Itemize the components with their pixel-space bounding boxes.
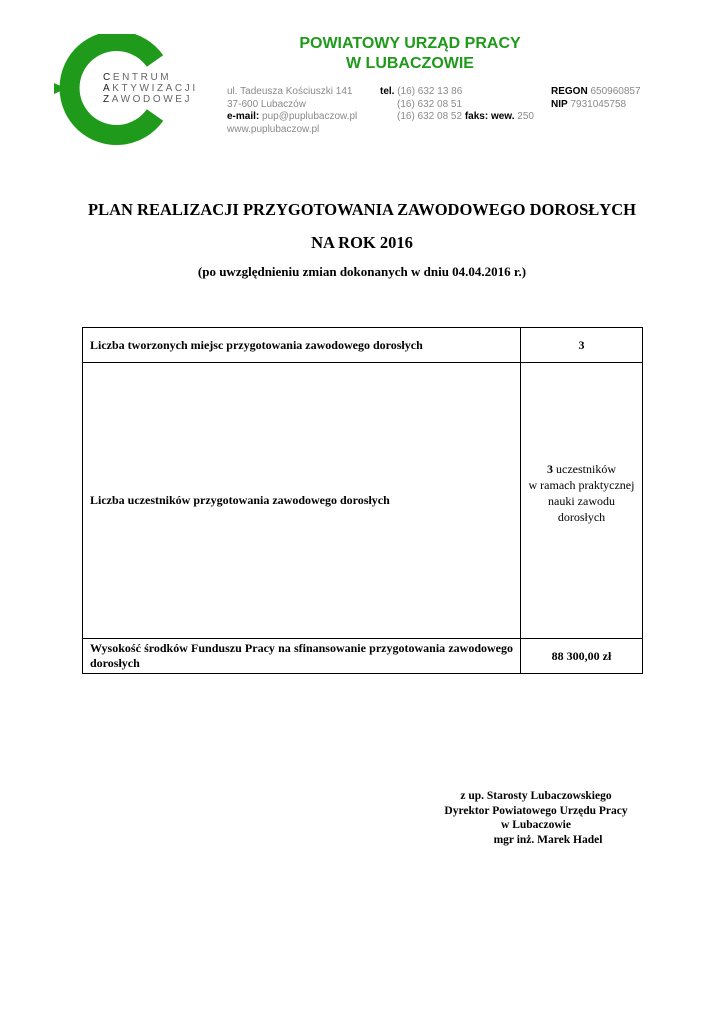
participants-value-line2: w ramach praktycznej	[528, 477, 635, 492]
table-row-participants	[83, 363, 643, 639]
nip-row	[551, 99, 641, 112]
organization-name	[260, 34, 560, 74]
phone-row-1	[380, 86, 534, 99]
regon-value: 650960857	[590, 86, 641, 97]
fax-ext: 250	[517, 111, 534, 123]
address-street: ul. Tadeusza Kościuszki 141	[227, 86, 353, 97]
signature-line3: w Lubaczowie	[501, 819, 571, 831]
participants-value-line1: 3 uczestników	[547, 461, 616, 476]
signature-line4: mgr inż. Marek Hadel	[493, 833, 603, 846]
logo-line-centrum: CENTRUM	[103, 72, 172, 83]
document-title-line1: PLAN REALIZACJI PRZYGOTOWANIA ZAWODOWEGO DOROSŁYCH	[88, 200, 636, 219]
table-row-places	[83, 328, 643, 363]
participants-value-line4: dorosłych	[557, 509, 606, 524]
ids-block	[551, 86, 641, 111]
regon-row	[551, 86, 641, 99]
tel-2: (16) 632 08 51	[397, 98, 463, 110]
tel-3: (16) 632 08 52	[397, 111, 463, 123]
plan-table	[82, 327, 643, 674]
places-label: Liczba tworzonych miejsc przygotowania zawodowego dorosłych	[83, 328, 521, 363]
centrum-aktywizacji-logo	[52, 34, 198, 146]
funds-label: Wysokość środków Funduszu Pracy na sfinansowanie przygotowania zawodowego dorosłych	[83, 639, 521, 674]
address-block	[227, 86, 357, 136]
participants-label: Liczba uczestników przygotowania zawodowego dorosłych	[83, 363, 521, 639]
fax-label: faks: wew.	[464, 111, 515, 123]
email-link[interactable]: pup@puplubaczow.pl	[262, 111, 358, 123]
participants-count: 3	[547, 461, 553, 476]
signature-line2: Dyrektor Powiatowego Urzędu Pracy	[444, 804, 628, 817]
phone-row-3	[380, 111, 534, 124]
funds-value: 88 300,00 zł	[521, 639, 643, 674]
participants-value-line3: nauki zawodu	[548, 493, 615, 508]
places-value: 3	[521, 328, 643, 363]
table-row-funds	[83, 639, 643, 674]
email-label: e-mail:	[227, 111, 260, 123]
org-name-line1: POWIATOWY URZĄD PRACY	[299, 35, 521, 52]
address-email-row	[227, 111, 357, 124]
regon-label: REGON	[551, 86, 588, 97]
logo-line-zawodowej: ZAWODOWEJ	[103, 94, 193, 105]
tel-label: tel.	[380, 86, 395, 97]
logo-line-aktywizacji: AKTYWIZACJI	[103, 83, 198, 94]
nip-value: 7931045758	[570, 98, 627, 110]
tel-1: (16) 632 13 86	[397, 86, 463, 97]
address-city: 37-600 Lubaczów	[227, 98, 306, 110]
nip-label: NIP	[551, 98, 568, 110]
document-title-line2: NA ROK 2016	[311, 233, 413, 252]
org-name-line2: W LUBACZOWIE	[346, 55, 474, 72]
document-subtitle: (po uwzględnieniu zmian dokonanych w dniu 04.04.2016 r.)	[197, 264, 527, 279]
participants-value	[521, 363, 643, 639]
signature-line1: z up. Starosty Lubaczowskiego	[460, 790, 612, 802]
signature-block	[430, 789, 642, 847]
phone-block	[380, 86, 534, 124]
website-link[interactable]: www.puplubaczow.pl	[227, 123, 320, 135]
